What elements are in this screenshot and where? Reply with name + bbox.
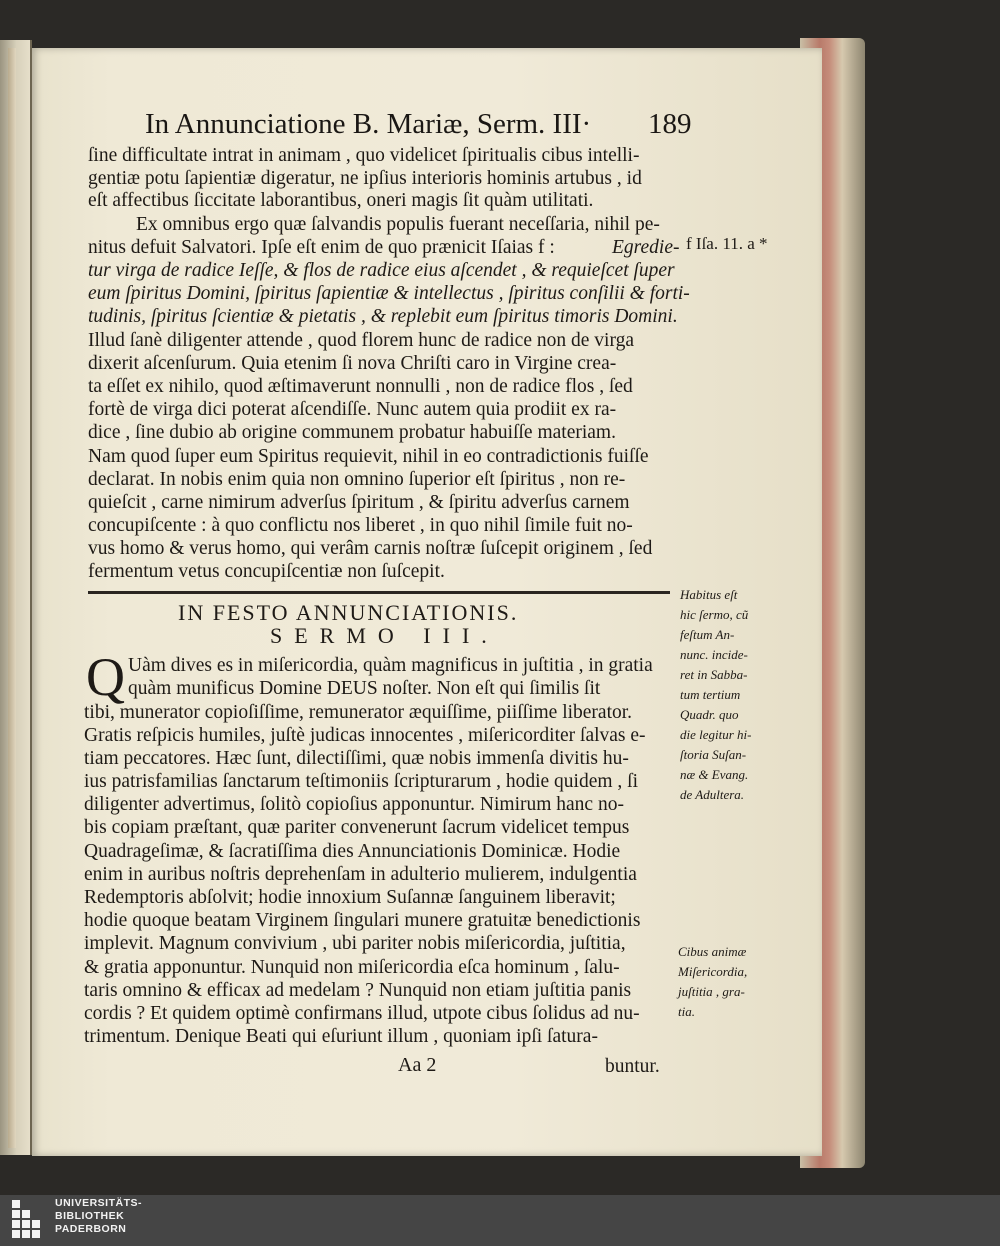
text-line: gentiæ potu ſapientiæ digeratur, ne ipſius interioris hominis artubus , id (88, 168, 642, 189)
text-line: Ex omnibus ergo quæ ſalvandis populis fuerant neceſſaria, nihil pe- (136, 214, 660, 235)
text-line-italic: Egredie- (612, 237, 680, 258)
text-line: Illud ſanè diligenter attende , quod florem hunc de radice non de virga (88, 330, 634, 351)
marginal-note-occasion (680, 585, 752, 805)
text-line: taris omnino & efficax ad medelam ? Nunquid non etiam juſtitia panis (84, 980, 632, 1001)
text-line: implevit. Magnum convivium , ubi pariter nobis miſericordia, juſtitia, (84, 933, 626, 954)
text-line: quàm munificus Domine DEUS noſter. Non eſt qui ſimilis ſit (128, 678, 601, 699)
margin-note-line: ret in Sabba- (680, 667, 748, 682)
margin-note-line: de Adultera. (680, 787, 745, 802)
library-name-line: UNIVERSITÄTS- (55, 1197, 143, 1209)
text-line: fermentum vetus concupiſcentiæ non ſuſcepit. (88, 561, 445, 582)
margin-note-line: tia. (678, 1004, 695, 1019)
text-line: cordis ? Et quidem optimè confirmans illud, utpote cibus ſolidus ad nu- (84, 1003, 640, 1024)
margin-note-line: tum tertium (680, 687, 741, 702)
text-line: fortè de virga dici poterat aſcendiſſe. Nunc autem quia prodiit ex ra- (88, 399, 617, 420)
text-line: Quadrageſimæ, & ſacratiſſima dies Annunciationis Dominicæ. Hodie (84, 841, 621, 862)
library-name-line: PADERBORN (55, 1223, 127, 1235)
marginal-note-cibus (678, 942, 747, 1022)
margin-note-line: Quadr. quo (680, 707, 739, 722)
library-name (55, 1197, 142, 1236)
text-line: declarat. In nobis enim quia non omnino ſuperior eſt ſpiritus , non re- (88, 469, 626, 490)
left-page-edge (0, 40, 32, 1155)
library-name-line: BIBLIOTHEK (55, 1210, 125, 1222)
library-logo-icon (10, 1198, 46, 1242)
text-line: Gratis reſpicis humiles, juſtè judicas innocentes , miſericorditer ſalvas e- (84, 725, 646, 746)
text-line: ius patrisfamilias ſanctarum teſtimoniis ſcripturarum , hodie quidem , ſi (84, 771, 639, 792)
signature-mark: Aa 2 (398, 1054, 437, 1076)
text-line-italic: tur virga de radice Ieſſe, & flos de radice eius aſcendet , & requieſcet ſuper (88, 260, 675, 281)
margin-note-line: die legitur hi- (680, 727, 752, 742)
drop-capital: Q (86, 647, 125, 707)
text-line-italic: eum ſpiritus Domini, ſpiritus ſapientiæ & intellectus , ſpiritus conſilii & forti- (88, 283, 690, 304)
running-title: In Annunciatione B. Mariæ, Serm. III· (145, 108, 592, 140)
text-line: ſine difficultate intrat in animam , quo videlicet ſpiritualis cibus intelli- (88, 145, 640, 166)
margin-note-line: ſtoria Suſan- (680, 747, 747, 762)
text-line: tibi, munerator copioſiſſime, remunerator æquiſſime, piiſſime liberator. (84, 702, 633, 723)
text-line: trimentum. Denique Beati qui eſuriunt illum , quoniam ipſi ſatura- (84, 1026, 598, 1047)
margin-note-line: nunc. incide- (680, 647, 748, 662)
library-footer-bar (0, 1195, 1000, 1246)
left-page-fore-edge (8, 48, 16, 1148)
text-line: hodie quoque beatam Virginem ſingulari munere gratuitæ benedictionis (84, 910, 641, 931)
margin-note-line: feſtum An- (680, 627, 735, 642)
marginal-reference-isaiah: f Iſa. 11. a * (686, 234, 768, 253)
catchword: buntur. (605, 1056, 660, 1077)
text-line: Uàm dives es in miſericordia, quàm magnificus in juſtitia , in gratia (128, 655, 653, 676)
page-number: 189 (648, 108, 692, 140)
margin-note-line: hic ſermo, cũ (680, 607, 749, 622)
section-subtitle: SERMO III. (270, 623, 499, 648)
text-line: ta eſſet ex nihilo, quod æſtimaverunt nonnulli , non de radice flos , ſed (88, 376, 633, 397)
text-line: bis copiam præſtant, quæ pariter convenerunt ſacrum videlicet tempus (84, 817, 630, 838)
text-line: dixerit aſcenſurum. Quia etenim ſi nova Chriſti caro in Virgine crea- (88, 353, 617, 374)
text-line: quieſcit , carne nimirum adverſus ſpiritum , & ſpiritu adverſus carnem (88, 492, 630, 513)
section-title: IN FESTO ANNUNCIATIONIS. (178, 600, 519, 625)
text-line: nitus defuit Salvatori. Ipſe eſt enim de quo prænicit Iſaias f : (88, 237, 555, 258)
margin-note-line: næ & Evang. (680, 767, 749, 782)
text-line: dice , ſine dubio ab origine communem probatur habuiſſe materiam. (88, 422, 616, 443)
text-line: vus homo & verus homo, qui verâm carnis noſtræ ſuſcepit originem , ſed (88, 538, 653, 559)
margin-note-line: Cibus animæ (678, 944, 747, 959)
margin-note-line: juſtitia , gra- (678, 984, 745, 999)
text-line: tiam peccatores. Hæc ſunt, dilectiſſimi, quæ nobis immenſa divitis hu- (84, 748, 629, 769)
section-divider (88, 591, 670, 594)
text-line: enim in auribus noſtris deprehenſam in adulterio mulierem, indulgentia (84, 864, 637, 885)
text-line: concupiſcente : à quo conflictu nos liberet , in quo nihil ſimile fuit no- (88, 515, 633, 536)
text-line: Redemptoris abſolvit; hodie innoxium Suſannæ ſanguinem liberavit; (84, 887, 616, 908)
text-line-italic: tudinis, ſpiritus ſcientiæ & pietatis , & replebit eum ſpiritus timoris Domini. (88, 306, 678, 327)
text-line: Nam quod ſuper eum Spiritus requievit, nihil in eo contradictionis fuiſſe (88, 446, 649, 467)
text-line: diligenter advertimus, ſolitò copioſius apponuntur. Nimirum hanc no- (84, 794, 624, 815)
text-line: eſt affectibus ſiccitate laborantibus, oneri magis ſit quàm utilitati. (88, 190, 594, 211)
margin-note-line: Miſericordia, (678, 964, 748, 979)
margin-note-line: Habitus eſt (680, 587, 738, 602)
text-line: & gratia apponuntur. Nunquid non miſericordia eſca hominum , ſalu- (84, 957, 620, 978)
